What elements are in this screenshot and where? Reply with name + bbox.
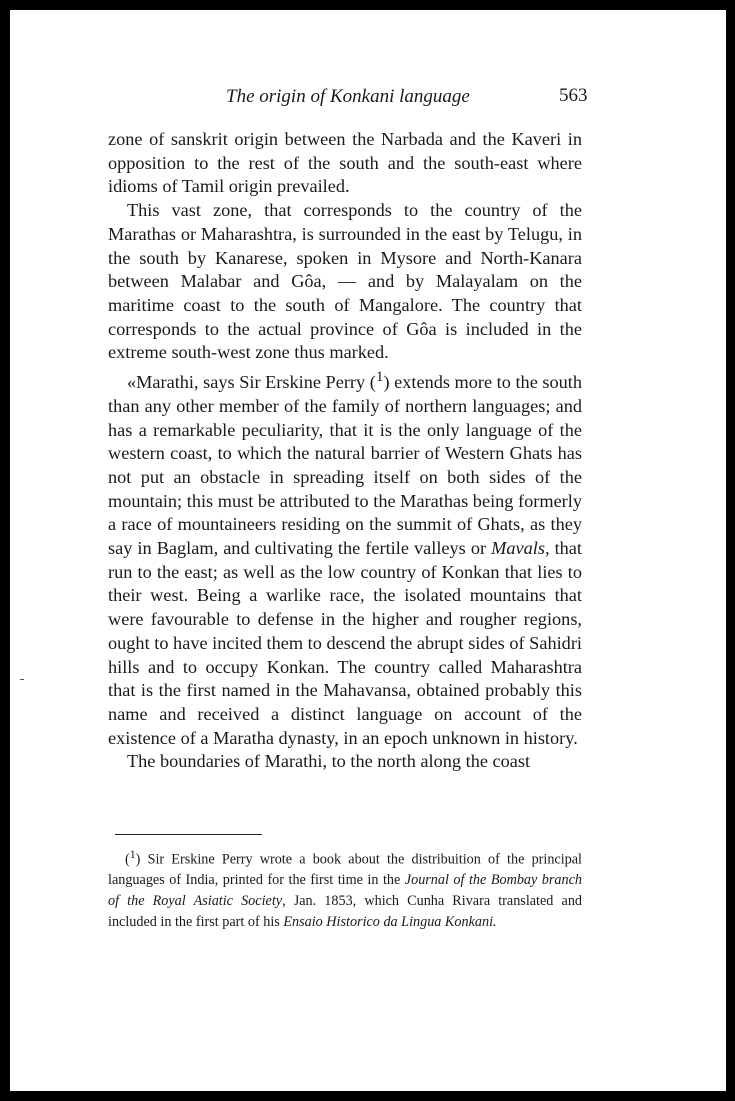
paragraph-4: The boundaries of Marathi, to the north along the coast [127,751,531,772]
paragraph-3-text-c: that run to the east; as well as the low country of Konkan that lies to their west. Being a warlike race, the isolated mountains that were favourable to defense in the higher and rougher regions, ought to have incited them to descend the abrupt sides of Sahidri hills and to occupy Konkan. The country called Maharashtra that is the first named in the Mahavansa, obtained probably this name and received a distinct language on account of the existence of a Maratha dynasty, in an epoch unknown in history. [108,538,582,748]
paragraph-3-text-a: «Marathi, says Sir Erskine Perry ( [127,372,376,393]
footnote-separator [115,834,262,835]
running-header-title: The origin of Konkani language [226,86,470,107]
footnote: ($^1$) Sir Erskine Perry wrote a book about the distribuition of the principal languages of India, printed for the first time in the Journal of the Bombay branch of the Royal Asiatic Society, Jan. 1853, which Cunha Rivara translated and included in the first part of his Ensaio Historico da Lingua Konkani. [108,847,583,930]
footnote-text-a: ) Sir Erskine Perry wrote a book about the distribuition of the principal languages of India, printed for the first time in the [108,851,582,889]
paragraph-3-text-b: ) extends more to the south than any other member of the family of northern languages; and has a remarkable peculiarity, that it is the only language of the western coast, to which the natural barrier of Western Ghats has not put an obstacle in spreading itself on both sides of the mountain; this must be attributed to the Marathas being formerly a race of mountaineers residing on the summit of Ghats, as they say in Baglam, and cultivating the fertile valleys or [108,372,583,559]
paragraph-2: This vast zone, that corresponds to the country of the Marathas or Maharashtra, is surrounded in the east by Telugu, in the south by Kanarese, spoken in Mysore and North-Kanara between Malabar and Gôa, — and by Malayalam on the maritime coast to the south of Mangalore. The country that corresponds to the actual province of Gôa is included in the extreme south-west zone thus marked. [108,200,582,363]
margin-mark [20,679,24,680]
footnote-book-title: Ensaio Historico da Lingua Konkani. [283,913,497,930]
paragraph-3 [108,365,582,750]
footnote-text-b: , Jan. 1853, which Cunha Rivara translated and included in the first part of his [108,892,583,930]
footnote-marker: 1 [129,847,136,861]
footnote-reference: 1 [375,368,384,386]
page-number: 563 [559,85,588,106]
book-page [10,10,726,1091]
paragraph-1: zone of sanskrit origin between the Narbada and the Kaveri in opposition to the rest of the south and the south-east where idioms of Tamil origin prevailed. [108,129,582,197]
mavals-italic-term: Mavals, [491,538,550,559]
footnote-journal-title: Journal of the Bombay branch of the Royal Asiatic Society [108,872,583,909]
body-text [108,128,582,774]
